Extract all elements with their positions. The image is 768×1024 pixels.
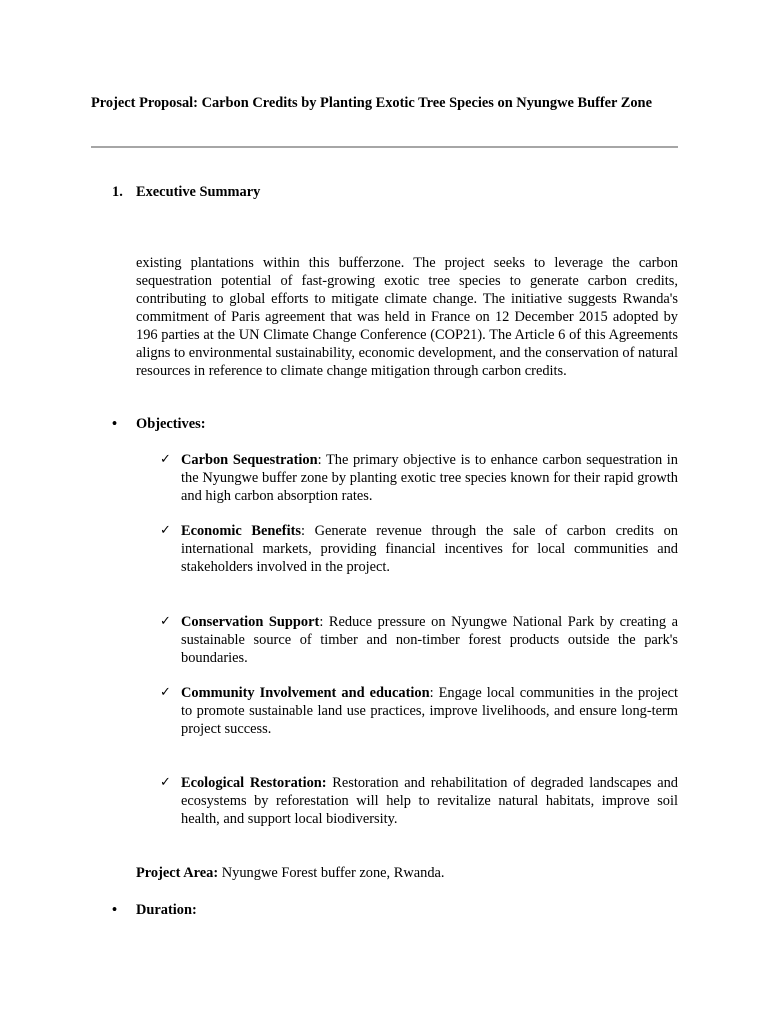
checkmark-icon: ✓ (160, 523, 171, 538)
objective-item-economic-benefits: ✓ Economic Benefits: Generate revenue through the sale of carbon credits on international markets, providing financial incentives for local communities and stakeholders involved in the project. (160, 523, 679, 575)
checkmark-icon: ✓ (160, 452, 171, 467)
objective-text: Generate revenue through the sale of carbon credits on international markets, providing financial incentives for local communities and stakeholders involved in the project. (181, 523, 679, 575)
project-area-label: Project Area: (136, 865, 219, 881)
objective-label: Conservation Support (181, 614, 320, 630)
objectives-bullet (112, 415, 206, 433)
objective-item-carbon-sequestration: ✓ Carbon Sequestration: The primary objective is to enhance carbon sequestration in the Nyungwe buffer zone by planting exotic tree species known for their rapid growth and high carbon absorption rates. (160, 452, 678, 504)
objective-text: The primary objective is to enhance carbon sequestration in the Nyungwe buffer zone by planting exotic tree species known for their rapid growth and high carbon absorption rates. (181, 452, 678, 504)
objective-text: Restoration and rehabilitation of degraded landscapes and ecosystems by reforestation will help to revitalize natural habitats, improve soil health, and support local biodiversity. (181, 775, 678, 827)
bullet-icon: • (112, 902, 118, 918)
objective-label: Economic Benefits (181, 523, 301, 539)
checkmark-icon: ✓ (160, 775, 171, 790)
objective-text: Reduce pressure on Nyungwe National Park by creating a sustainable source of timber and non-timber forest products outside the park's boundaries. (181, 614, 678, 666)
title-divider (91, 146, 678, 148)
objective-item-conservation-support: ✓ Conservation Support: Reduce pressure on Nyungwe National Park by creating a sustainable source of timber and non-timber forest products outside the park's boundaries. (160, 614, 678, 666)
checkmark-icon: ✓ (160, 614, 171, 629)
executive-summary-paragraph: existing plantations within this bufferzone. The project seeks to leverage the carbon sequestration potential of fast-growing exotic tree species to generate carbon credits, contributing to global efforts to mitigate climate change. The initiative suggests Rwanda's commitment of Paris agreement that was held in France on 12 December 2015 adopted by 196 parties at the UN Climate Change Conference (COP21). The Article 6 of this Agreements aligns to environmental sustainability, economic development, and the conservation of natural resources in reference to climate change mitigation through carbon credits. (136, 255, 678, 379)
objective-label: Carbon Sequestration (181, 452, 318, 468)
objective-label: Ecological Restoration: (181, 775, 327, 791)
section-title: Executive Summary (136, 184, 261, 200)
objective-item-ecological-restoration (160, 774, 678, 828)
project-area-value: Nyungwe Forest buffer zone, Rwanda. (218, 865, 445, 881)
duration-heading: Duration: (136, 902, 197, 918)
checkmark-icon: ✓ (160, 685, 171, 700)
section-number: 1. (112, 184, 123, 200)
section-heading-executive-summary (112, 183, 260, 201)
duration-bullet (112, 901, 197, 919)
objective-text: Engage local communities in the project to promote sustainable land use practices, improve livelihoods, and ensure long-term project success. (181, 685, 678, 737)
project-area-line (136, 864, 445, 882)
bullet-icon: • (112, 416, 118, 432)
objective-label: Community Involvement and education (181, 685, 430, 701)
objectives-heading: Objectives: (136, 416, 206, 432)
objective-item-community-involvement: ✓ Community Involvement and education: Engage local communities in the project to promote sustainable land use practices, improve livelihoods, and ensure long-term project success. (160, 685, 678, 737)
document-title: Project Proposal: Carbon Credits by Planting Exotic Tree Species on Nyungwe Buffer Zone (91, 95, 652, 111)
